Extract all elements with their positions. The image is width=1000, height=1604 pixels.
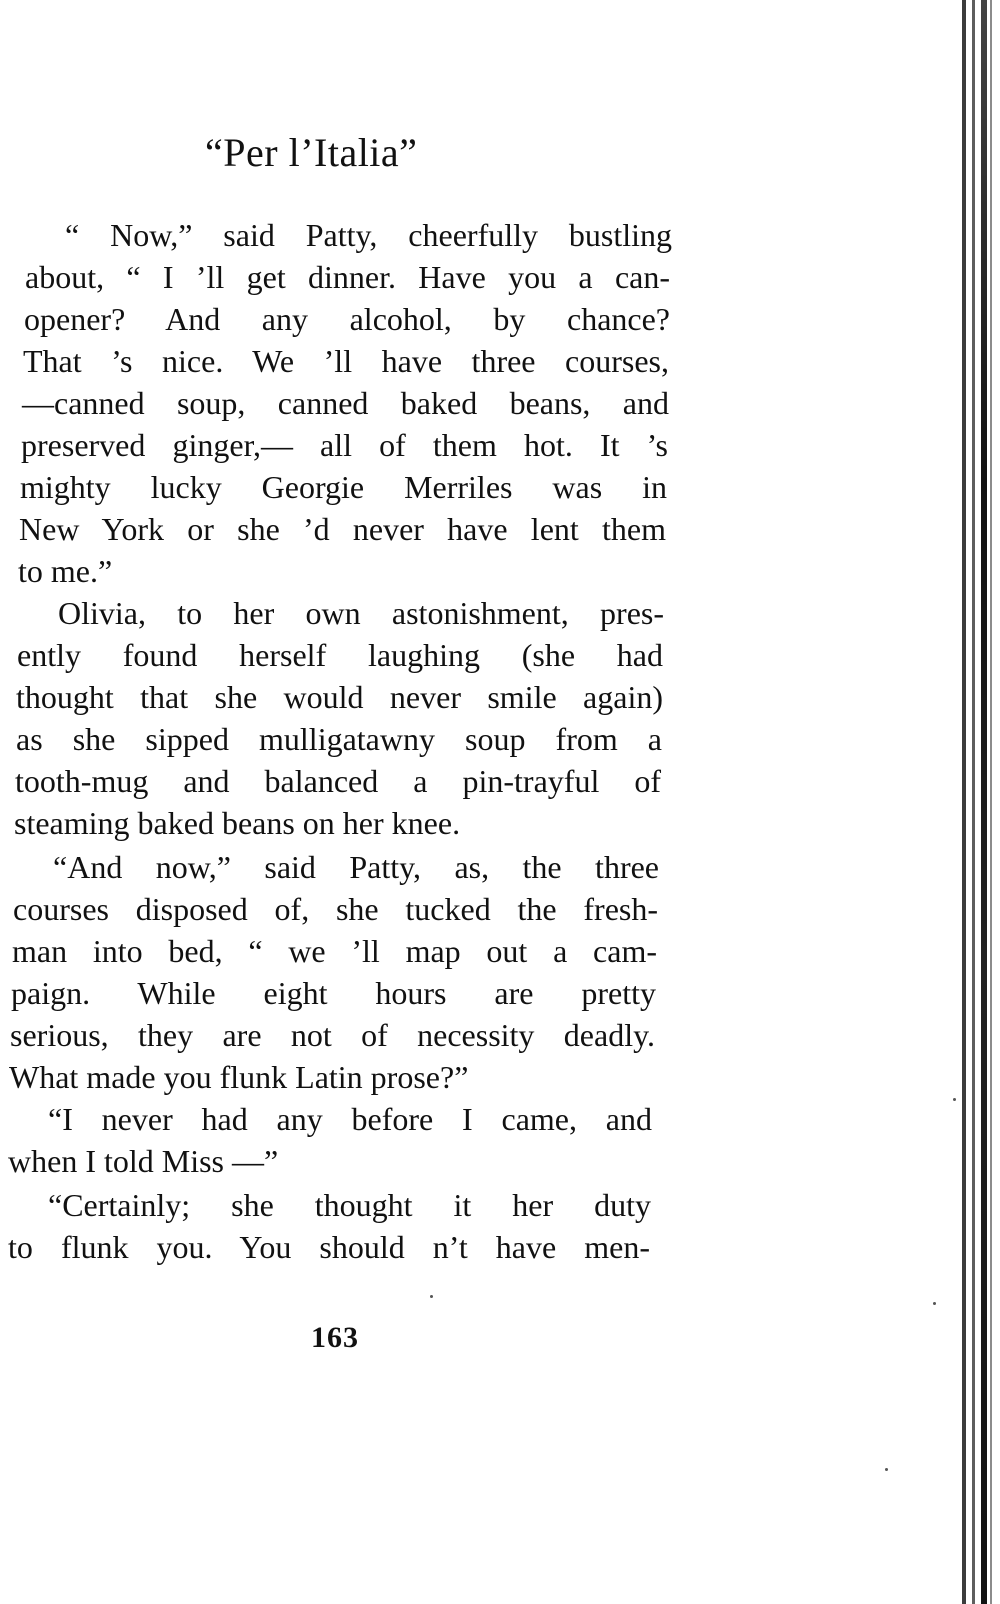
text-line: “And now,” said Patty, as, the three	[53, 849, 659, 885]
scan-speck	[933, 1302, 936, 1305]
text-line: when I told Miss —”	[8, 1143, 279, 1179]
text-line: preserved ginger,— all of them hot. It ’s	[21, 427, 668, 463]
text-line: as she sipped mulligatawny soup from a	[16, 721, 662, 757]
text-line: to me.”	[18, 553, 113, 589]
text-line: What made you flunk Latin prose?”	[9, 1059, 469, 1095]
text-line: “I never had any before I came, and	[48, 1101, 652, 1137]
text-line: New York or she ’d never have lent them	[19, 511, 666, 547]
text-line: paign. While eight hours are pretty	[11, 975, 656, 1011]
text-line: Olivia, to her own astonishment, pres-	[58, 595, 664, 631]
scan-speck	[885, 1468, 888, 1471]
scan-speck	[430, 1295, 433, 1298]
text-line: about, “ I ’ll get dinner. Have you a can-	[25, 259, 670, 295]
page-number: 163	[311, 1321, 359, 1354]
text-line: opener? And any alcohol, by chance?	[24, 301, 670, 337]
scan-speck	[953, 1098, 956, 1101]
binding-edge-shadow	[972, 0, 975, 1604]
binding-edge-shadow	[962, 0, 966, 1604]
text-line: tooth-mug and balanced a pin-trayful of	[15, 763, 661, 799]
text-line: to flunk you. You should n’t have men-	[8, 1229, 650, 1265]
text-line: serious, they are not of necessity deadly.	[10, 1017, 655, 1053]
text-line: mighty lucky Georgie Merriles was in	[20, 469, 667, 505]
text-line: “Certainly; she thought it her duty	[48, 1187, 651, 1223]
text-line: steaming baked beans on her knee.	[14, 805, 461, 841]
text-line: That ’s nice. We ’ll have three courses,	[23, 343, 669, 379]
running-head: “Per l’Italia”	[205, 130, 418, 175]
text-line: —canned soup, canned baked beans, and	[22, 385, 669, 421]
text-line: man into bed, “ we ’ll map out a cam-	[12, 933, 657, 969]
binding-edge-shadow	[981, 0, 987, 1604]
text-line: “ Now,” said Patty, cheerfully bustling	[65, 217, 672, 253]
text-line: ently found herself laughing (she had	[17, 637, 663, 673]
text-line: courses disposed of, she tucked the fresh-	[13, 891, 658, 927]
binding-edge-shadow	[990, 0, 992, 1604]
text-line: thought that she would never smile again)	[16, 679, 663, 715]
